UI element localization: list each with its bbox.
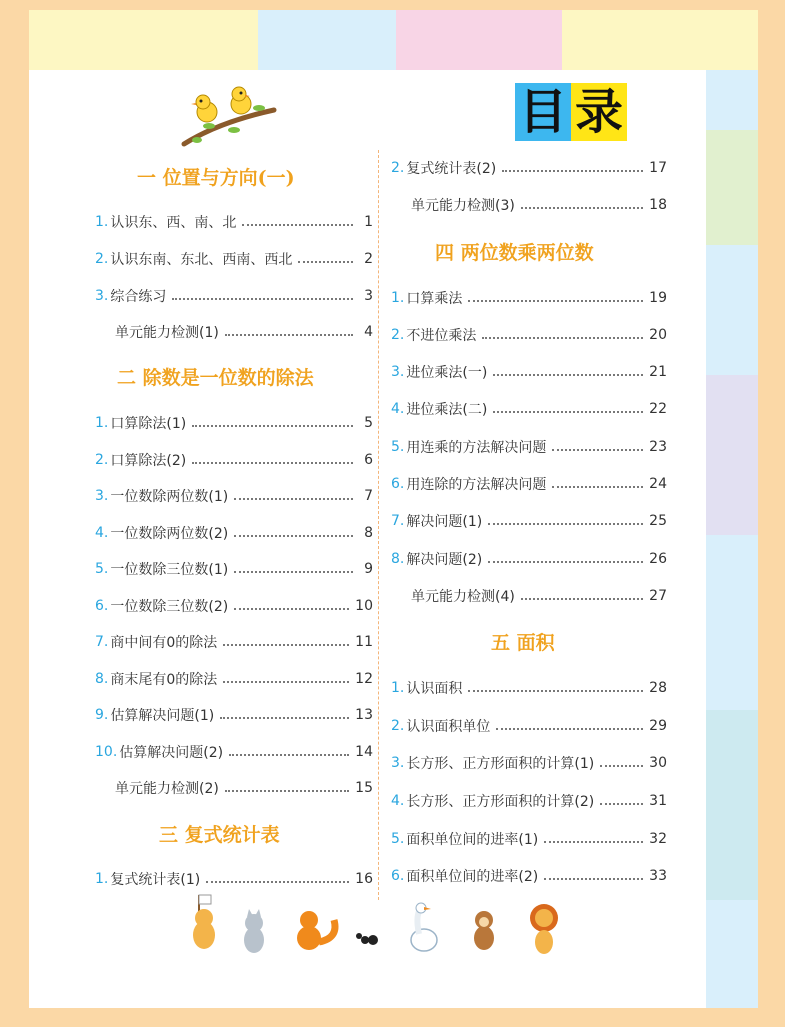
leader-dots (544, 841, 643, 843)
toc-label: 面积单位间的进率(2) (406, 869, 539, 885)
toc-number: 7. (391, 513, 405, 529)
toc-page: 33 (649, 868, 667, 884)
leader-dots (521, 598, 643, 600)
toc-page: 26 (649, 551, 667, 567)
contents-page (29, 10, 758, 1008)
toc-label: 面积单位间的进率(1) (406, 832, 539, 848)
toc-page: 3 (364, 288, 373, 304)
section-heading-5: 五 面积 (491, 632, 555, 654)
toc-label: 认识面积单位 (406, 719, 491, 735)
toc-number: 2. (95, 452, 109, 468)
toc-page: 14 (355, 744, 373, 760)
toc-number: 9. (95, 707, 109, 723)
toc-label: 认识面积 (406, 681, 463, 697)
leader-dots (544, 878, 643, 880)
toc-number: 6. (95, 598, 109, 614)
toc-number: 1. (391, 290, 405, 306)
toc-page: 8 (364, 525, 373, 541)
toc-page: 25 (649, 513, 667, 529)
toc-number: 2. (95, 251, 109, 267)
toc-label: 商末尾有0的除法 (110, 672, 218, 688)
toc-page: 18 (649, 197, 667, 213)
toc-label: 用连乘的方法解决问题 (406, 440, 547, 456)
toc-number: 6. (391, 476, 405, 492)
leader-dots (600, 803, 643, 805)
toc-label: 单元能力检测(3) (411, 198, 515, 214)
leader-dots (468, 300, 643, 302)
toc-row[interactable] (391, 287, 667, 309)
toc-number: 3. (391, 755, 405, 771)
toc-label: 单元能力检测(2) (115, 781, 219, 797)
toc-label: 长方形、正方形面积的计算(2) (406, 794, 595, 810)
leader-dots (225, 790, 349, 792)
leader-dots (242, 224, 353, 226)
toc-row[interactable] (95, 449, 373, 471)
toc-page: 16 (355, 871, 373, 887)
section-heading-3: 三 复式统计表 (159, 824, 280, 846)
toc-page: 24 (649, 476, 667, 492)
toc-row[interactable] (391, 865, 667, 887)
toc-label: 复式统计表(1) (110, 872, 201, 888)
toc-row[interactable] (391, 752, 667, 774)
leader-dots (172, 298, 353, 300)
leader-dots (223, 681, 349, 683)
section-heading-2: 二 除数是一位数的除法 (117, 367, 314, 389)
toc-row[interactable] (391, 324, 667, 346)
leader-dots (502, 170, 643, 172)
toc-page: 7 (364, 488, 373, 504)
leader-dots (482, 337, 643, 339)
toc-number: 5. (391, 831, 405, 847)
leader-dots (234, 535, 353, 537)
toc-row[interactable] (95, 668, 373, 690)
leader-dots (223, 644, 349, 646)
toc-row[interactable] (411, 585, 667, 607)
leader-dots (552, 486, 643, 488)
column-divider (378, 150, 379, 900)
toc-page: 12 (355, 671, 373, 687)
toc-label: 商中间有0的除法 (110, 635, 218, 651)
toc-number: 1. (391, 680, 405, 696)
toc-row[interactable] (95, 631, 373, 653)
toc-label: 单元能力检测(4) (411, 589, 515, 605)
leader-dots (521, 207, 643, 209)
toc-row[interactable] (391, 828, 667, 850)
leader-dots (488, 561, 643, 563)
toc-label: 认识东南、东北、西南、西北 (110, 252, 293, 268)
leader-dots (225, 334, 353, 336)
toc-number: 7. (95, 634, 109, 650)
leader-dots (496, 728, 643, 730)
toc-label: 认识东、西、南、北 (110, 215, 237, 231)
toc-page: 32 (649, 831, 667, 847)
page-title (515, 83, 627, 141)
toc-label: 单元能力检测(1) (115, 325, 219, 341)
toc-number: 10. (95, 744, 118, 760)
toc-page: 4 (364, 324, 373, 340)
toc-row[interactable] (95, 522, 373, 544)
toc-row[interactable] (391, 473, 667, 495)
toc-row[interactable] (95, 412, 373, 434)
leader-dots (468, 690, 643, 692)
toc-row[interactable] (115, 321, 373, 343)
toc-label: 一位数除三位数(2) (110, 599, 229, 615)
toc-number: 1. (95, 871, 109, 887)
toc-row[interactable] (391, 677, 667, 699)
toc-page: 6 (364, 452, 373, 468)
toc-label: 不进位乘法 (406, 328, 477, 344)
leader-dots (192, 425, 353, 427)
toc-label: 口算除法(2) (110, 453, 187, 469)
toc-number: 8. (95, 671, 109, 687)
toc-row[interactable] (95, 285, 373, 307)
animal-parade-illustration (179, 890, 579, 964)
toc-row[interactable] (391, 715, 667, 737)
toc-label: 综合练习 (110, 289, 167, 305)
toc-row[interactable] (95, 741, 373, 763)
toc-row[interactable] (391, 157, 667, 179)
toc-number: 3. (391, 364, 405, 380)
toc-label: 口算除法(1) (110, 416, 187, 432)
toc-page: 30 (649, 755, 667, 771)
toc-label: 一位数除两位数(2) (110, 526, 229, 542)
leader-dots (234, 571, 353, 573)
toc-number: 1. (95, 415, 109, 431)
toc-row[interactable] (391, 790, 667, 812)
toc-label: 解决问题(2) (406, 552, 483, 568)
toc-row[interactable] (95, 595, 373, 617)
toc-page: 19 (649, 290, 667, 306)
toc-number: 3. (95, 488, 109, 504)
toc-page: 5 (364, 415, 373, 431)
toc-row[interactable] (95, 211, 373, 233)
toc-page: 21 (649, 364, 667, 380)
side-color-strip (706, 70, 758, 1008)
toc-label: 进位乘法(二) (406, 402, 488, 418)
toc-row[interactable] (115, 777, 373, 799)
toc-number: 5. (391, 439, 405, 455)
toc-page: 22 (649, 401, 667, 417)
toc-page: 10 (355, 598, 373, 614)
toc-row[interactable] (95, 868, 373, 890)
toc-page: 2 (364, 251, 373, 267)
toc-page: 31 (649, 793, 667, 809)
toc-label: 复式统计表(2) (406, 161, 497, 177)
title-char-1: 目 (515, 83, 571, 141)
toc-page: 23 (649, 439, 667, 455)
toc-row[interactable] (95, 248, 373, 270)
title-char-2: 录 (571, 83, 627, 141)
toc-number: 1. (95, 214, 109, 230)
toc-label: 估算解决问题(1) (110, 708, 215, 724)
toc-number: 2. (391, 160, 405, 176)
toc-page: 29 (649, 718, 667, 734)
leader-dots (298, 261, 353, 263)
toc-row[interactable] (391, 548, 667, 570)
leader-dots (234, 608, 349, 610)
toc-row[interactable] (391, 510, 667, 532)
toc-row[interactable] (95, 558, 373, 580)
toc-number: 4. (95, 525, 109, 541)
toc-page: 13 (355, 707, 373, 723)
toc-row[interactable] (391, 361, 667, 383)
birds-on-branch-illustration (179, 82, 279, 156)
toc-page: 27 (649, 588, 667, 604)
toc-number: 2. (391, 327, 405, 343)
toc-label: 进位乘法(一) (406, 365, 488, 381)
toc-number: 8. (391, 551, 405, 567)
leader-dots (234, 498, 353, 500)
toc-page: 9 (364, 561, 373, 577)
toc-row[interactable] (391, 436, 667, 458)
toc-label: 一位数除两位数(1) (110, 489, 229, 505)
leader-dots (192, 462, 353, 464)
toc-number: 6. (391, 868, 405, 884)
toc-row[interactable] (391, 398, 667, 420)
toc-label: 估算解决问题(2) (119, 745, 224, 761)
toc-number: 2. (391, 718, 405, 734)
leader-dots (488, 523, 643, 525)
toc-label: 解决问题(1) (406, 514, 483, 530)
leader-dots (600, 765, 643, 767)
toc-label: 一位数除三位数(1) (110, 562, 229, 578)
leader-dots (493, 411, 643, 413)
toc-number: 3. (95, 288, 109, 304)
leader-dots (220, 717, 349, 719)
toc-row[interactable] (95, 704, 373, 726)
toc-page: 17 (649, 160, 667, 176)
toc-row[interactable] (95, 485, 373, 507)
toc-label: 用连除的方法解决问题 (406, 477, 547, 493)
toc-number: 4. (391, 401, 405, 417)
toc-label: 口算乘法 (406, 291, 463, 307)
toc-page: 15 (355, 780, 373, 796)
leader-dots (493, 374, 643, 376)
leader-dots (552, 449, 643, 451)
toc-page: 1 (364, 214, 373, 230)
toc-number: 4. (391, 793, 405, 809)
section-heading-1: 一 位置与方向(一) (137, 167, 295, 189)
leader-dots (206, 881, 349, 883)
toc-page: 28 (649, 680, 667, 696)
leader-dots (229, 754, 349, 756)
toc-label: 长方形、正方形面积的计算(1) (406, 756, 595, 772)
section-heading-4: 四 两位数乘两位数 (435, 242, 594, 264)
top-color-band (29, 10, 758, 70)
toc-page: 11 (355, 634, 373, 650)
toc-row[interactable] (411, 194, 667, 216)
toc-number: 5. (95, 561, 109, 577)
toc-page: 20 (649, 327, 667, 343)
